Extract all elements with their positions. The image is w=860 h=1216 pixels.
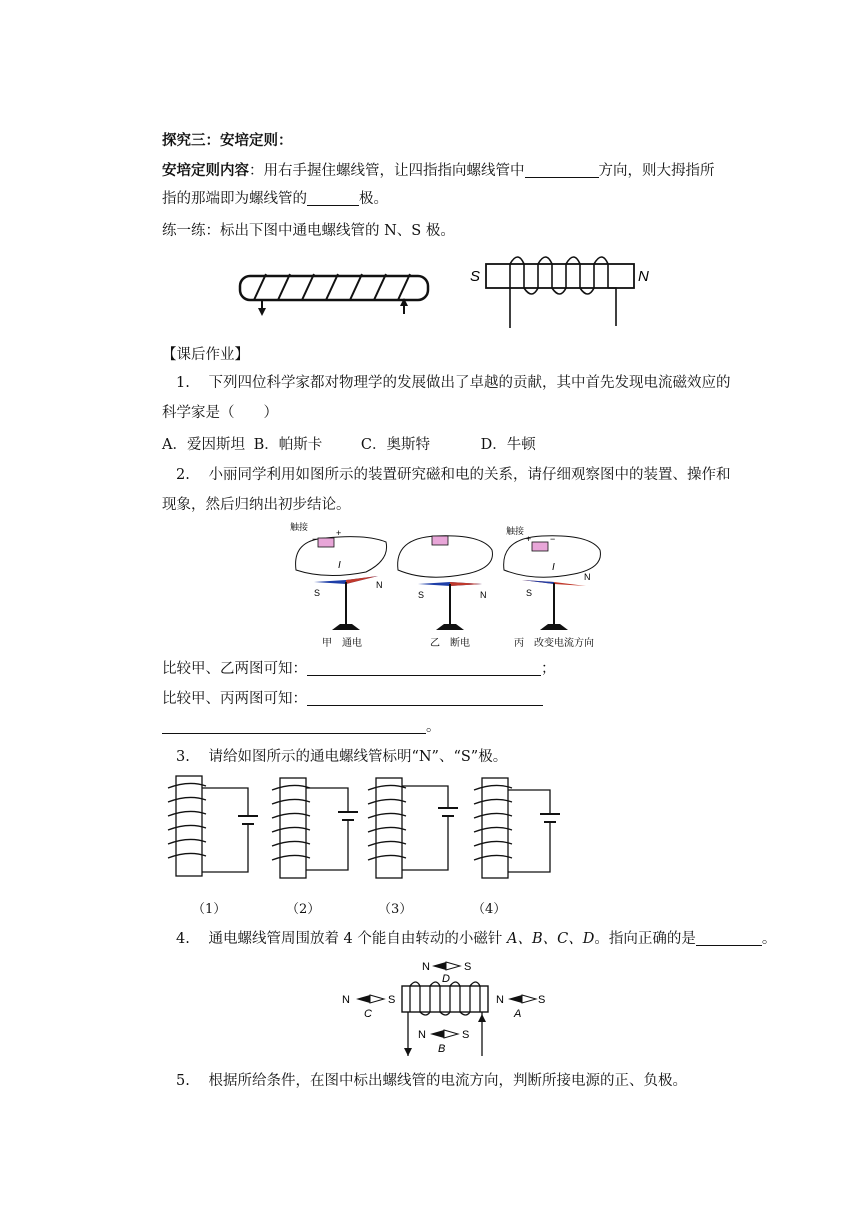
question-3	[176, 746, 507, 768]
answer-blank[interactable]	[696, 929, 762, 946]
caption-1: （1）	[192, 902, 227, 917]
comparison-2	[162, 688, 543, 710]
answer-blank[interactable]	[307, 659, 541, 676]
needle-letters: A、B、C、D	[507, 931, 595, 947]
answer-blank[interactable]	[162, 717, 426, 734]
question-number: 5.	[176, 1073, 190, 1089]
s-label: S	[314, 588, 321, 598]
caption-3: （3）	[378, 902, 413, 917]
needle-b-label: B	[438, 1043, 446, 1055]
plus-sign: +	[336, 528, 342, 538]
question-text: 。指向正确的是	[594, 931, 696, 947]
n-label: N	[376, 580, 383, 590]
answer-blank[interactable]	[307, 689, 543, 706]
minus-sign: −	[550, 534, 556, 544]
ampere-rule-text: 方向，则大拇指所	[598, 163, 715, 179]
comparison-label: 比较甲、乙两图可知：	[162, 661, 307, 677]
needle-c-label: C	[364, 1008, 372, 1020]
period: 。	[426, 719, 441, 735]
question-text: 下列四位科学家都对物理学的发展做出了卓越的贡献，其中首先发现电流磁效应的	[208, 375, 731, 391]
question-2-line-1	[176, 464, 730, 486]
comparison-2-cont	[162, 716, 441, 738]
needle-s-label: S	[388, 994, 396, 1006]
question-2-line-2: 现象，然后归纳出初步结论。	[162, 497, 351, 513]
ampere-rule-text: 指的那端即为螺线管的	[162, 191, 307, 207]
option-c[interactable]: C．奥斯特	[360, 437, 430, 453]
needle-n-label: N	[342, 994, 350, 1006]
needle-s-label: S	[538, 994, 546, 1006]
n-label: N	[584, 572, 591, 582]
minus-sign: −	[312, 534, 318, 544]
caption-4: （4）	[472, 902, 507, 917]
needle-a-label: A	[514, 1008, 522, 1020]
caption-2: （2）	[286, 902, 321, 917]
needle-d-label: D	[442, 973, 450, 985]
period: 。	[761, 931, 777, 947]
needle-n-label: N	[418, 1029, 426, 1041]
current-label: I	[552, 562, 555, 573]
needle-s-label: S	[464, 961, 472, 973]
s-pole-label: S	[470, 268, 481, 285]
question-text: 通电螺线管周围放着 4 个能自由转动的小磁针	[208, 931, 508, 947]
option-a[interactable]: A．爱因斯坦	[162, 437, 245, 453]
question-text: 请给如图所示的通电螺线管标明“N”、“S”极。	[208, 749, 508, 765]
question-4	[176, 928, 776, 950]
question-text: 小丽同学利用如图所示的装置研究磁和电的关系，请仔细观察图中的装置、操作和	[208, 467, 731, 483]
needle-s-label: S	[462, 1029, 470, 1041]
compass-needles-figure	[338, 954, 548, 1060]
question-5	[176, 1070, 687, 1092]
n-label: N	[480, 590, 487, 600]
question-1-line-1	[176, 372, 730, 394]
question-1-line-2: 科学家是（ ）	[162, 405, 278, 421]
plus-sign: +	[526, 534, 532, 544]
solenoid-set-figure	[160, 774, 580, 884]
question-number: 1.	[176, 375, 190, 391]
answer-blank[interactable]	[307, 189, 359, 206]
touch-label: 触接	[506, 526, 525, 536]
question-1-options	[162, 434, 536, 456]
s-label: S	[526, 588, 533, 598]
option-d[interactable]: D．牛顿	[480, 437, 536, 453]
section-title: 探究三：安培定则：	[162, 132, 293, 149]
solenoid-figure-1	[236, 262, 436, 320]
needle-n-label: N	[422, 961, 430, 973]
oersted-experiment-figure	[286, 520, 616, 650]
caption-yi: 乙 断电	[430, 638, 470, 649]
option-b[interactable]: B．帕斯卡	[253, 437, 323, 453]
caption-bing: 丙 改变电流方向	[514, 638, 594, 649]
question-text: 根据所给条件，在图中标出螺线管的电流方向，判断所接电源的正、负极。	[208, 1073, 687, 1089]
current-label: I	[338, 560, 341, 571]
ampere-rule-text: ：用右手握住螺线管，让四指指向螺线管中	[249, 163, 525, 179]
n-pole-label: N	[638, 268, 649, 285]
s-label: S	[418, 590, 425, 600]
solenoid-figure-2	[466, 248, 666, 332]
question-number: 2.	[176, 467, 190, 483]
semicolon: ；	[541, 661, 556, 677]
caption-jia: 甲 通电	[322, 638, 362, 649]
ampere-rule-line-2	[162, 188, 388, 210]
question-number: 4.	[176, 931, 190, 947]
comparison-label: 比较甲、丙两图可知：	[162, 691, 307, 707]
needle-n-label: N	[496, 994, 504, 1006]
answer-blank[interactable]	[525, 161, 599, 178]
comparison-1	[162, 658, 556, 680]
ampere-rule-label: 安培定则内容	[162, 162, 249, 179]
homework-title: 【课后作业】	[162, 347, 249, 363]
ampere-rule-text: 极。	[359, 191, 388, 207]
question-number: 3.	[176, 749, 190, 765]
touch-label: 触接	[290, 522, 309, 532]
ampere-rule-line-1	[162, 160, 715, 182]
practice-prompt: 练一练：标出下图中通电螺线管的 N、S 极。	[162, 223, 455, 239]
